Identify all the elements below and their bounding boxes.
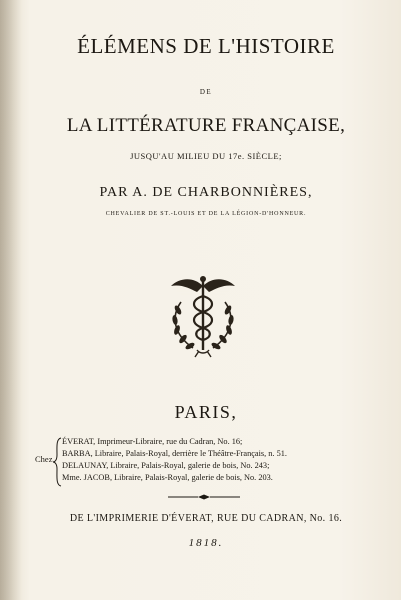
- publication-year: 1818.: [188, 537, 224, 549]
- caduceus-wreath-icon: [167, 272, 239, 358]
- ornamental-rule: [168, 494, 240, 500]
- bookseller-line: DELAUNAY, Libraire, Palais-Royal, galerie de bois, No. 243;: [62, 461, 270, 470]
- title-connector: DE: [199, 88, 213, 96]
- bookseller-brace: [52, 437, 62, 487]
- bookseller-line: ÉVERAT, Imprimeur-Libraire, rue du Cadran, No. 16;: [62, 437, 243, 446]
- printer-imprint: DE L'IMPRIMERIE D'ÉVERAT, RUE DU CADRAN, No. 16.: [69, 513, 343, 524]
- bookseller-list: [62, 436, 392, 484]
- subtitle: JUSQU'AU MILIEU DU 17e. SIÈCLE;: [130, 151, 282, 161]
- author-name: PAR A. DE CHARBONNIÈRES,: [99, 185, 313, 200]
- title-line-1: ÉLÉMENS DE L'HISTOIRE: [77, 34, 335, 58]
- bookseller-line: BARBA, Libraire, Palais-Royal, derrière le Théâtre-Français, n. 51.: [62, 449, 287, 458]
- publication-city: PARIS,: [174, 402, 238, 422]
- title-line-2: LA LITTÉRATURE FRANÇAISE,: [66, 115, 346, 136]
- author-honors: CHEVALIER DE ST.-LOUIS ET DE LA LÉGION-D'HONNEUR.: [105, 211, 307, 217]
- bookseller-line: Mme. JACOB, Libraire, Palais-Royal, galerie de bois, No. 203.: [62, 473, 273, 482]
- binding-shadow: [0, 0, 22, 600]
- chez-label: Chez: [35, 454, 53, 464]
